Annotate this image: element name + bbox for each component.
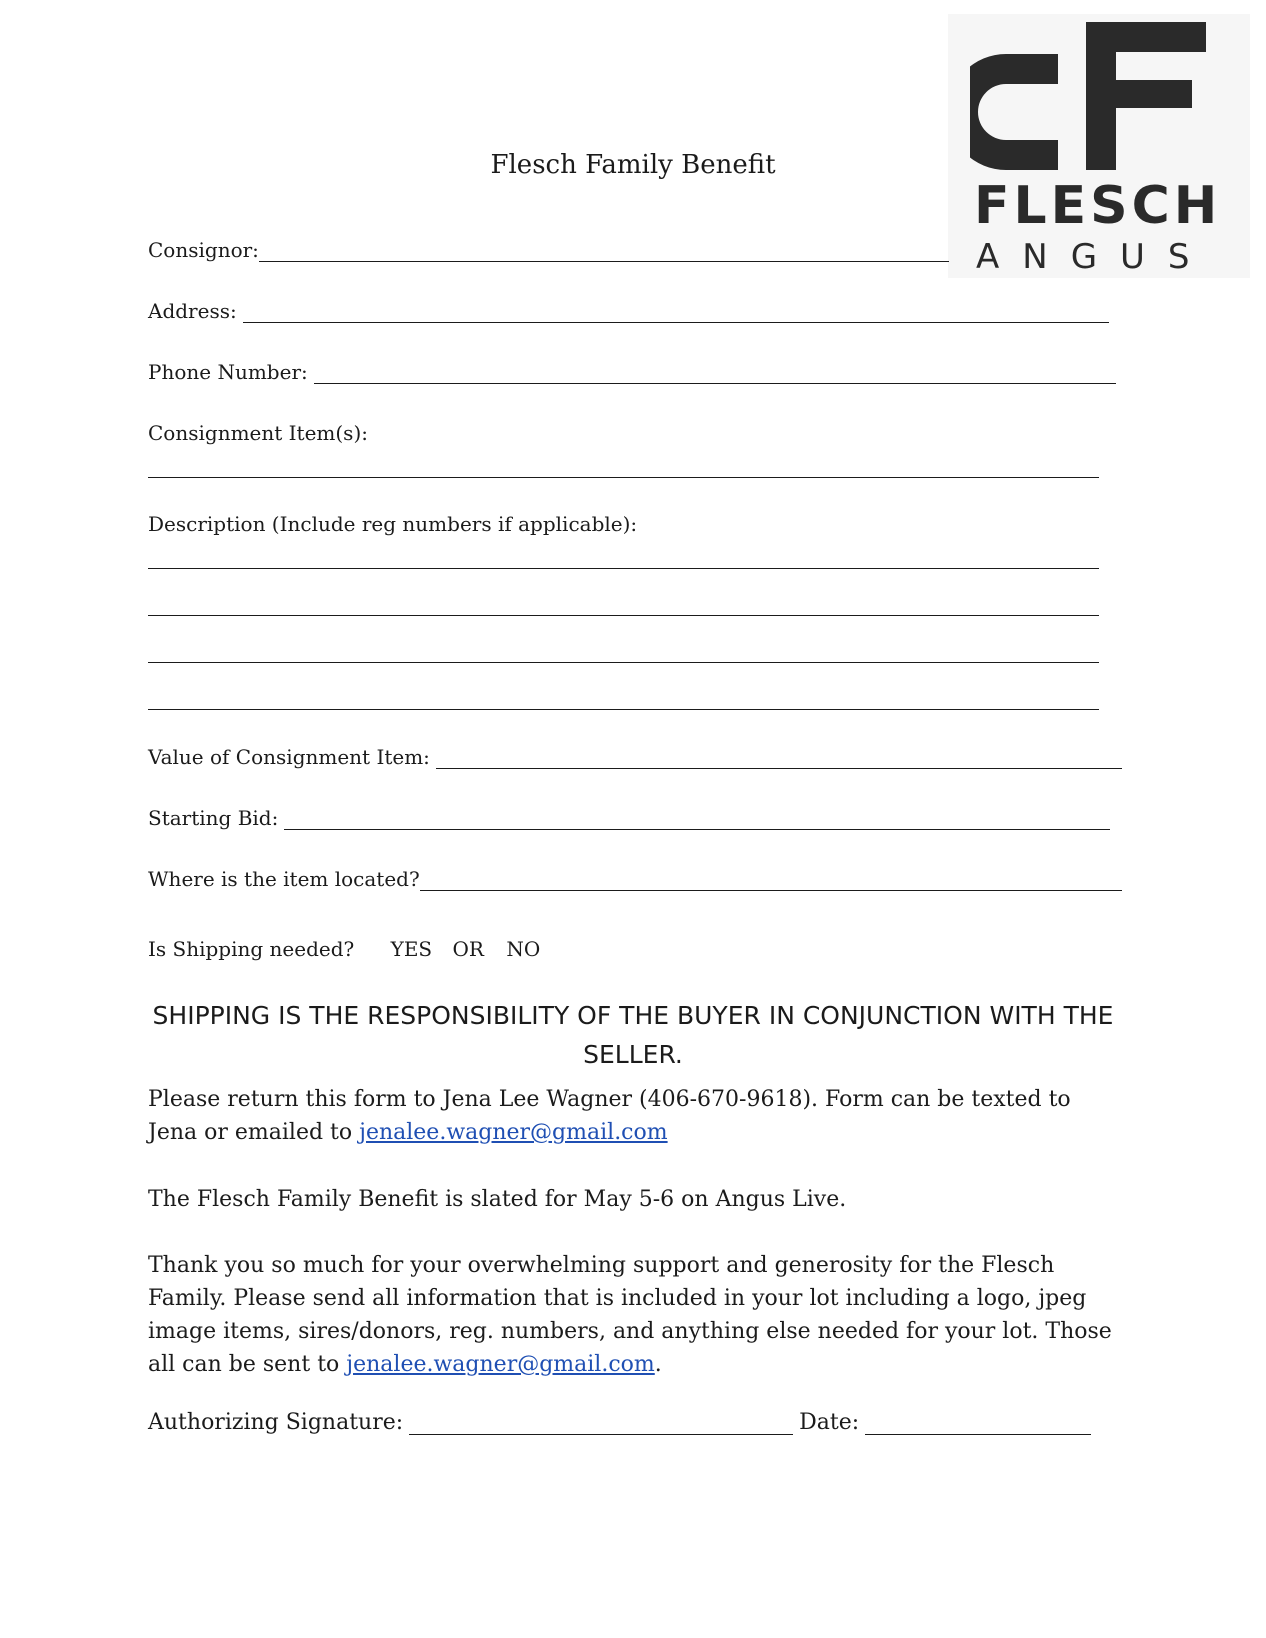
consignor-label: Consignor: bbox=[148, 238, 259, 262]
description-line-1[interactable] bbox=[148, 568, 1099, 569]
description-label: Description (Include reg numbers if applicable): bbox=[148, 512, 638, 536]
return-email-link[interactable]: jenalee.wagner@gmail.com bbox=[359, 1120, 668, 1145]
shipping-yes-option[interactable]: YES bbox=[390, 937, 433, 961]
signature-row bbox=[148, 1410, 1091, 1435]
shipping-question-label: Is Shipping needed? bbox=[148, 937, 355, 961]
location-field[interactable] bbox=[420, 872, 1122, 891]
address-row bbox=[148, 299, 1109, 323]
phone-field[interactable] bbox=[314, 365, 1116, 384]
thanks-text: Thank you so much for your overwhelming support and generosity for the Flesch Family. Please send all information that is included in your lot including a logo, jpeg image items, sires/donors, reg. numbers, and anything else needed for your lot. Those all can be sent to bbox=[148, 1253, 1112, 1377]
consignor-field[interactable] bbox=[259, 243, 949, 262]
thanks-paragraph bbox=[148, 1249, 1123, 1381]
flesch-angus-logo bbox=[948, 14, 1250, 278]
value-label: Value of Consignment Item: bbox=[148, 745, 430, 769]
starting-bid-field[interactable] bbox=[284, 811, 1110, 830]
shipping-question-row bbox=[148, 937, 540, 961]
date-label: Date: bbox=[799, 1410, 860, 1435]
form-title: Flesch Family Benefit bbox=[490, 150, 776, 180]
signature-field[interactable] bbox=[409, 1414, 793, 1435]
value-row bbox=[148, 745, 1122, 769]
event-paragraph: The Flesch Family Benefit is slated for May 5-6 on Angus Live. bbox=[148, 1187, 847, 1212]
consignor-row bbox=[148, 238, 949, 262]
thanks-period: . bbox=[654, 1352, 662, 1377]
address-field[interactable] bbox=[243, 304, 1109, 323]
consignment-items-field[interactable] bbox=[148, 477, 1099, 478]
logo-word-angus: ANGUS bbox=[976, 237, 1213, 277]
value-field[interactable] bbox=[436, 750, 1122, 769]
phone-row bbox=[148, 360, 1116, 384]
return-paragraph bbox=[148, 1083, 1123, 1149]
thanks-email-link[interactable]: jenalee.wagner@gmail.com bbox=[346, 1352, 655, 1377]
address-label: Address: bbox=[148, 299, 237, 323]
signature-label: Authorizing Signature: bbox=[148, 1410, 404, 1435]
phone-label: Phone Number: bbox=[148, 360, 308, 384]
date-field[interactable] bbox=[865, 1414, 1091, 1435]
shipping-or-label: OR bbox=[452, 937, 484, 961]
logo-word-flesch: FLESCH bbox=[974, 176, 1222, 236]
consignment-items-label: Consignment Item(s): bbox=[148, 421, 368, 445]
location-row bbox=[148, 867, 1122, 891]
description-line-4[interactable] bbox=[148, 709, 1099, 710]
description-line-3[interactable] bbox=[148, 662, 1099, 663]
return-text: Please return this form to Jena Lee Wagner (406-670-9618). Form can be texted to Jena or emailed to bbox=[148, 1087, 1071, 1145]
starting-bid-row bbox=[148, 806, 1110, 830]
shipping-notice: SHIPPING IS THE RESPONSIBILITY OF THE BUYER IN CONJUNCTION WITH THE SELLER. bbox=[152, 1001, 1114, 1069]
starting-bid-label: Starting Bid: bbox=[148, 806, 279, 830]
shipping-no-option[interactable]: NO bbox=[506, 937, 541, 961]
location-label: Where is the item located? bbox=[148, 867, 420, 891]
description-line-2[interactable] bbox=[148, 615, 1099, 616]
